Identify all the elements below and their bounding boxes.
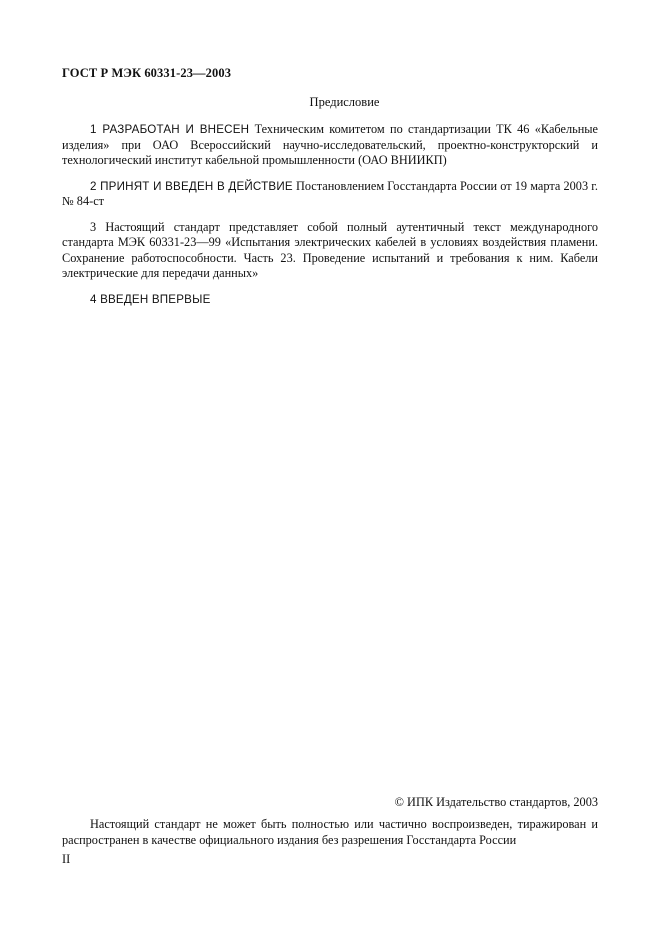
reproduction-notice: Настоящий стандарт не может быть полностью или частично воспроизведен, тиражирован и распространен в качестве официального издания без разрешения Госстандарта России bbox=[62, 817, 598, 847]
foreword-item-4 bbox=[62, 292, 598, 308]
foreword-item-1-text: Техническим комитетом по стандартизации ТК 46 «Кабельные изделия» при ОАО Всероссийский научно-исследовательский, проектно-конструкторский и технологический институт кабельной промышленности (ОАО ВНИИКП) bbox=[62, 122, 598, 167]
foreword-item-3-text: 3 Настоящий стандарт представляет собой полный аутентичный текст международного стандарта МЭК 60331-23—99 «Испытания электрических кабелей в условиях воздействия пламени. Сохранение работоспособности. Часть 23. Проведение испытаний и требования к ним. Кабели электрические для передачи данных» bbox=[62, 219, 598, 280]
foreword-item-2-text: Постановлением Госстандарта России от 19 марта 2003 г. № 84-ст bbox=[62, 178, 598, 208]
standard-designation: ГОСТ Р МЭК 60331-23—2003 bbox=[62, 66, 232, 80]
foreword-body bbox=[62, 122, 598, 317]
page-number: II bbox=[62, 852, 71, 866]
foreword-item-3 bbox=[62, 220, 598, 282]
foreword-item-1 bbox=[62, 122, 598, 169]
foreword-item-4-lead: 4 ВВЕДЕН ВПЕРВЫЕ bbox=[90, 292, 211, 306]
foreword-item-2-lead: 2 ПРИНЯТ И ВВЕДЕН В ДЕЙСТВИЕ bbox=[90, 179, 293, 193]
copyright-line: © ИПК Издательство стандартов, 2003 bbox=[394, 795, 598, 809]
foreword-item-2 bbox=[62, 179, 598, 210]
foreword-item-1-lead: 1 РАЗРАБОТАН И ВНЕСЕН bbox=[90, 123, 250, 136]
foreword-title: Предисловие bbox=[309, 95, 380, 109]
